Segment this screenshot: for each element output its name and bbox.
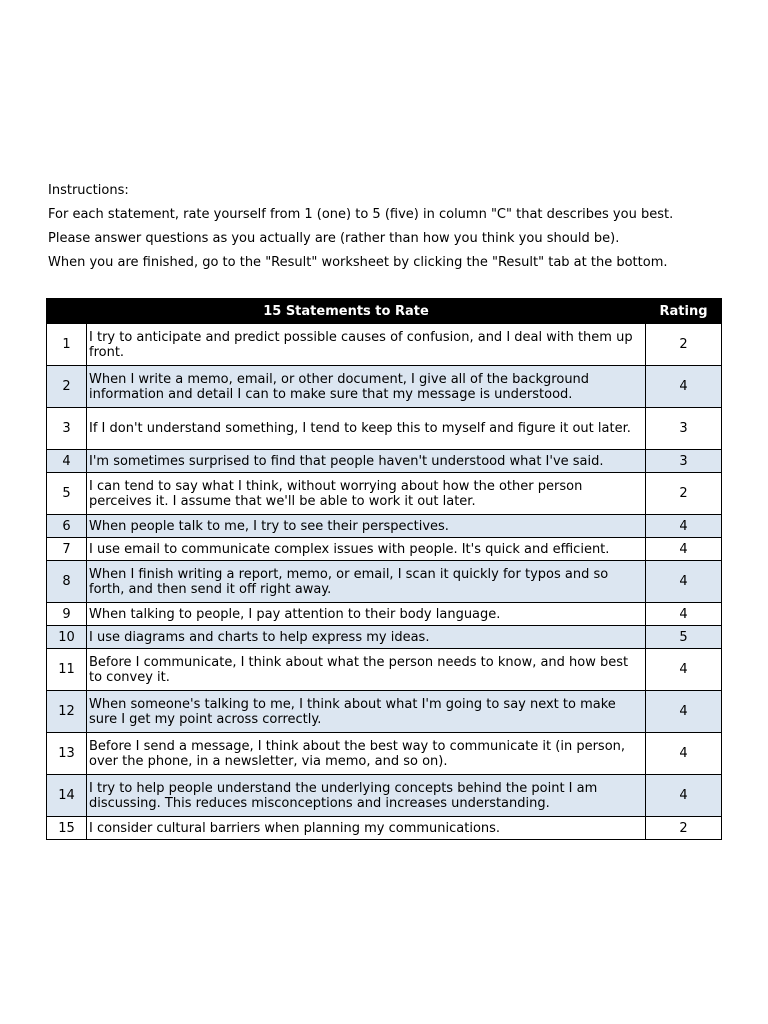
rating-cell[interactable]: 4 [646, 649, 722, 691]
statement-text: When someone's talking to me, I think about what I'm going to say next to make sure I get my point across correctly. [87, 691, 646, 733]
statement-text: I try to help people understand the underlying concepts behind the point I am discussing. This reduces misconceptions and increases understanding. [87, 775, 646, 817]
instructions-block [48, 183, 748, 279]
statement-text: Before I send a message, I think about the best way to communicate it (in person, over the phone, in a newsletter, via memo, and so on). [87, 733, 646, 775]
table-row [47, 775, 722, 817]
rating-cell[interactable]: 4 [646, 775, 722, 817]
header-rating: Rating [646, 299, 722, 324]
row-number: 5 [47, 473, 87, 515]
statement-text: I consider cultural barriers when planning my communications. [87, 817, 646, 840]
instructions-heading: Instructions: [48, 183, 129, 198]
instructions-line-3: When you are finished, go to the "Result" worksheet by clicking the "Result" tab at the bottom. [48, 255, 668, 270]
row-number: 9 [47, 603, 87, 626]
rating-cell[interactable]: 3 [646, 450, 722, 473]
row-number: 6 [47, 515, 87, 538]
table-row [47, 649, 722, 691]
row-number: 2 [47, 366, 87, 408]
row-number: 7 [47, 538, 87, 561]
statement-text: I use diagrams and charts to help express my ideas. [87, 626, 646, 649]
table-row [47, 450, 722, 473]
row-number: 10 [47, 626, 87, 649]
row-number: 3 [47, 408, 87, 450]
row-number: 1 [47, 324, 87, 366]
table-row [47, 515, 722, 538]
statement-text: I try to anticipate and predict possible causes of confusion, and I deal with them up front. [87, 324, 646, 366]
row-number: 12 [47, 691, 87, 733]
statement-text: When people talk to me, I try to see their perspectives. [87, 515, 646, 538]
statement-text: When I write a memo, email, or other document, I give all of the background information and detail I can to make sure that my message is understood. [87, 366, 646, 408]
rating-cell[interactable]: 4 [646, 691, 722, 733]
rating-cell[interactable]: 4 [646, 366, 722, 408]
rating-cell[interactable]: 4 [646, 561, 722, 603]
table-row [47, 733, 722, 775]
table-row [47, 366, 722, 408]
row-number: 4 [47, 450, 87, 473]
statement-text: If I don't understand something, I tend to keep this to myself and figure it out later. [87, 408, 646, 450]
row-number: 15 [47, 817, 87, 840]
rating-cell[interactable]: 2 [646, 473, 722, 515]
table-row [47, 603, 722, 626]
statement-text: Before I communicate, I think about what the person needs to know, and how best to convey it. [87, 649, 646, 691]
statement-text: I can tend to say what I think, without worrying about how the other person perceives it. I assume that we'll be able to work it out later. [87, 473, 646, 515]
row-number: 14 [47, 775, 87, 817]
statements-table [46, 298, 722, 840]
table-header-row [47, 299, 722, 324]
table-row [47, 408, 722, 450]
statement-text: I use email to communicate complex issues with people. It's quick and efficient. [87, 538, 646, 561]
table-row [47, 691, 722, 733]
rating-cell[interactable]: 4 [646, 733, 722, 775]
rating-cell[interactable]: 4 [646, 603, 722, 626]
rating-cell[interactable]: 4 [646, 538, 722, 561]
rating-cell[interactable]: 2 [646, 817, 722, 840]
row-number: 13 [47, 733, 87, 775]
instructions-line-1: For each statement, rate yourself from 1 (one) to 5 (five) in column "C" that describes you best. [48, 207, 674, 222]
rating-cell[interactable]: 2 [646, 324, 722, 366]
statement-text: When talking to people, I pay attention to their body language. [87, 603, 646, 626]
rating-cell[interactable]: 5 [646, 626, 722, 649]
table-row [47, 626, 722, 649]
statement-text: When I finish writing a report, memo, or email, I scan it quickly for typos and so forth, and then send it off right away. [87, 561, 646, 603]
statement-text: I'm sometimes surprised to find that people haven't understood what I've said. [87, 450, 646, 473]
table-row [47, 817, 722, 840]
table-row [47, 538, 722, 561]
rating-cell[interactable]: 3 [646, 408, 722, 450]
table-row [47, 561, 722, 603]
rating-cell[interactable]: 4 [646, 515, 722, 538]
instructions-line-2: Please answer questions as you actually are (rather than how you think you should be). [48, 231, 620, 246]
header-statements: 15 Statements to Rate [47, 299, 646, 324]
row-number: 11 [47, 649, 87, 691]
table-row [47, 324, 722, 366]
table-row [47, 473, 722, 515]
row-number: 8 [47, 561, 87, 603]
